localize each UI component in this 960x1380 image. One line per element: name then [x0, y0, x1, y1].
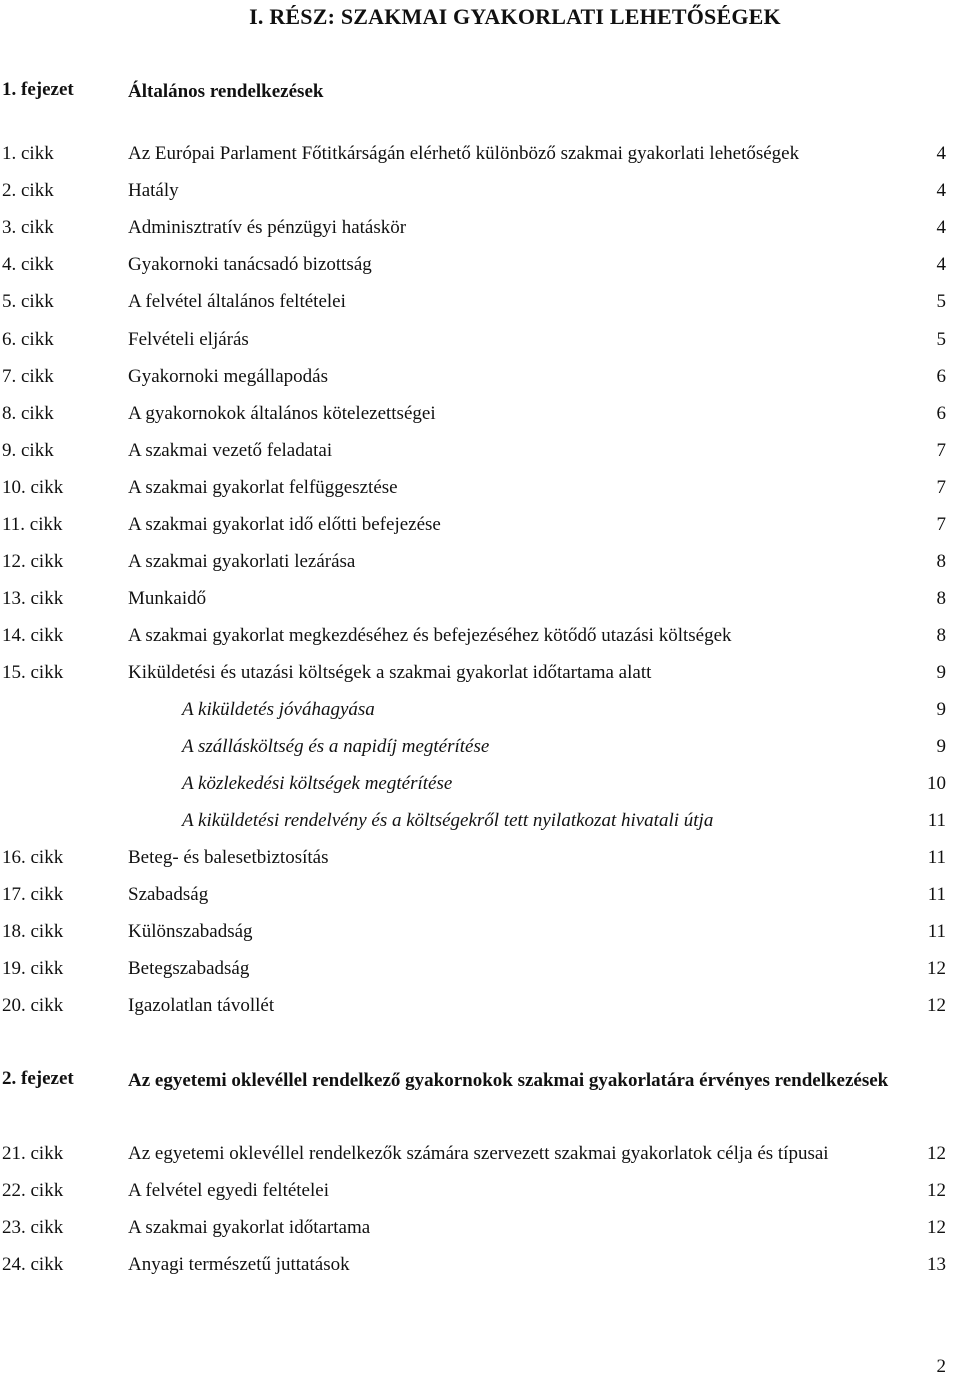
page-number: 5	[936, 328, 946, 350]
subentry-title: A kiküldetési rendelvény és a költségekről tett nyilatkozat hivatali útja	[182, 810, 714, 832]
article-number: 5. cikk	[2, 291, 54, 313]
article-number: 12. cikk	[2, 551, 64, 573]
chapter-number: 1. fejezet	[2, 79, 74, 100]
article-title: A felvétel egyedi feltételei	[128, 1180, 329, 1202]
article-title: Szabadság	[128, 884, 209, 906]
toc-subentry[interactable]	[0, 735, 960, 759]
toc-entry[interactable]	[0, 550, 960, 574]
page-number: 8	[936, 588, 946, 610]
page-number: 11	[927, 884, 946, 906]
article-title: A szakmai vezető feladatai	[128, 439, 333, 461]
article-title: Anyagi természetű juttatások	[128, 1254, 350, 1276]
toc-entry[interactable]	[0, 1142, 960, 1166]
page-title: I. RÉSZ: SZAKMAI GYAKORLATI LEHETŐSÉGEK	[249, 4, 781, 29]
article-title: Felvételi eljárás	[128, 328, 249, 350]
article-number: 8. cikk	[2, 402, 54, 424]
article-number: 22. cikk	[2, 1180, 64, 1202]
article-number: 9. cikk	[2, 439, 54, 461]
chapter-number: 2. fejezet	[2, 1068, 74, 1089]
toc-entry[interactable]	[0, 846, 960, 870]
article-number: 11. cikk	[2, 514, 63, 535]
page-number: 13	[927, 1254, 946, 1276]
subentry-title: A szállásköltség és a napidíj megtérítése	[182, 736, 490, 758]
page-number: 5	[936, 291, 946, 313]
toc-entry[interactable]	[0, 179, 960, 203]
toc-entry[interactable]	[0, 994, 960, 1018]
toc-entry[interactable]	[0, 328, 960, 352]
article-number: 20. cikk	[2, 995, 64, 1017]
article-number: 7. cikk	[2, 365, 54, 387]
page-number: 4	[936, 180, 946, 202]
article-title: Az egyetemi oklevéllel rendelkezők számára szervezett szakmai gyakorlatok célja és típusai	[128, 1143, 829, 1164]
article-title: Gyakornoki megállapodás	[128, 365, 328, 387]
page-number: 6	[936, 365, 946, 387]
article-title: Igazolatlan távollét	[128, 995, 275, 1017]
page-number: 10	[927, 773, 946, 795]
article-number: 4. cikk	[2, 254, 54, 276]
toc-entry[interactable]	[0, 402, 960, 426]
toc-entry[interactable]	[0, 661, 960, 685]
article-title: A szakmai gyakorlat felfüggesztése	[128, 476, 398, 498]
page-number: 11	[927, 810, 946, 832]
page-number: 9	[936, 662, 946, 684]
article-title: Hatály	[128, 180, 179, 202]
article-number: 17. cikk	[2, 884, 64, 906]
page-number: 12	[927, 958, 946, 980]
article-title: Különszabadság	[128, 921, 253, 943]
toc-entry[interactable]	[0, 365, 960, 389]
subentry-title: A közlekedési költségek megtérítése	[182, 773, 453, 795]
toc-entry[interactable]	[0, 920, 960, 944]
toc-entry[interactable]	[0, 216, 960, 240]
article-number: 23. cikk	[2, 1217, 64, 1239]
toc-subentry[interactable]	[0, 698, 960, 722]
page-number: 6	[936, 402, 946, 424]
article-number: 6. cikk	[2, 328, 54, 350]
page-number: 9	[936, 699, 946, 720]
toc-entry[interactable]	[0, 1179, 960, 1203]
page-number: 12	[927, 995, 946, 1017]
toc-entry[interactable]	[0, 253, 960, 277]
article-title: A felvétel általános feltételei	[128, 291, 346, 313]
page-number: 8	[936, 625, 946, 647]
toc-entry[interactable]	[0, 439, 960, 463]
toc-entry[interactable]	[0, 587, 960, 611]
footer-page-number: 2	[936, 1356, 946, 1377]
toc-entry[interactable]	[0, 957, 960, 981]
article-number: 13. cikk	[2, 588, 64, 610]
toc-entry[interactable]	[0, 1216, 960, 1240]
page-number: 7	[936, 514, 946, 535]
article-number: 21. cikk	[2, 1143, 64, 1164]
page-number: 12	[927, 1143, 946, 1164]
article-number: 15. cikk	[2, 662, 64, 684]
toc-entry[interactable]	[0, 513, 960, 537]
article-number: 3. cikk	[2, 217, 54, 239]
article-title: A szakmai gyakorlat megkezdéséhez és befejezéséhez kötődő utazási költségek	[128, 625, 732, 647]
article-title: Gyakornoki tanácsadó bizottság	[128, 254, 372, 276]
article-title: A szakmai gyakorlat időtartama	[128, 1217, 371, 1239]
toc-entry[interactable]	[0, 624, 960, 648]
page-number: 7	[936, 476, 946, 498]
article-title: Munkaidő	[128, 588, 207, 610]
article-number: 2. cikk	[2, 180, 54, 202]
article-title: Beteg- és balesetbiztosítás	[128, 847, 329, 868]
page-number: 12	[927, 1217, 946, 1239]
article-title: A szakmai gyakorlati lezárása	[128, 551, 356, 573]
article-title: A gyakornokok általános kötelezettségei	[128, 402, 436, 424]
page-number: 4	[936, 217, 946, 239]
toc-entry[interactable]	[0, 1253, 960, 1277]
page-number: 4	[936, 143, 946, 164]
toc-entry[interactable]	[0, 290, 960, 314]
article-number: 18. cikk	[2, 921, 64, 943]
article-number: 1. cikk	[2, 143, 54, 164]
article-number: 24. cikk	[2, 1254, 64, 1276]
subentry-title: A kiküldetés jóváhagyása	[182, 699, 375, 720]
chapter-title: Az egyetemi oklevéllel rendelkező gyakornokok szakmai gyakorlatára érvényes rendelkezések	[128, 1070, 889, 1091]
article-number: 10. cikk	[2, 476, 64, 498]
toc-entry[interactable]	[0, 142, 960, 166]
article-title: A szakmai gyakorlat idő előtti befejezése	[128, 514, 441, 535]
page-number: 11	[927, 847, 946, 868]
toc-subentry[interactable]	[0, 809, 960, 833]
article-title: Az Európai Parlament Főtitkárságán elérhető különböző szakmai gyakorlati lehetőségek	[128, 143, 800, 164]
page-number: 11	[927, 921, 946, 943]
article-number: 16. cikk	[2, 847, 64, 868]
page-number: 7	[936, 439, 946, 461]
toc-entry[interactable]	[0, 883, 960, 907]
page-number: 9	[936, 736, 946, 758]
article-title: Adminisztratív és pénzügyi hatáskör	[128, 217, 407, 239]
toc-entry[interactable]	[0, 476, 960, 500]
article-number: 14. cikk	[2, 625, 64, 647]
page-number: 4	[936, 254, 946, 276]
article-title: Betegszabadság	[128, 958, 250, 980]
page-number: 8	[936, 551, 946, 573]
article-number: 19. cikk	[2, 958, 64, 980]
page-number: 12	[927, 1180, 946, 1202]
chapter-title: Általános rendelkezések	[128, 81, 324, 102]
article-title: Kiküldetési és utazási költségek a szakmai gyakorlat időtartama alatt	[128, 662, 652, 684]
toc-subentry[interactable]	[0, 772, 960, 796]
